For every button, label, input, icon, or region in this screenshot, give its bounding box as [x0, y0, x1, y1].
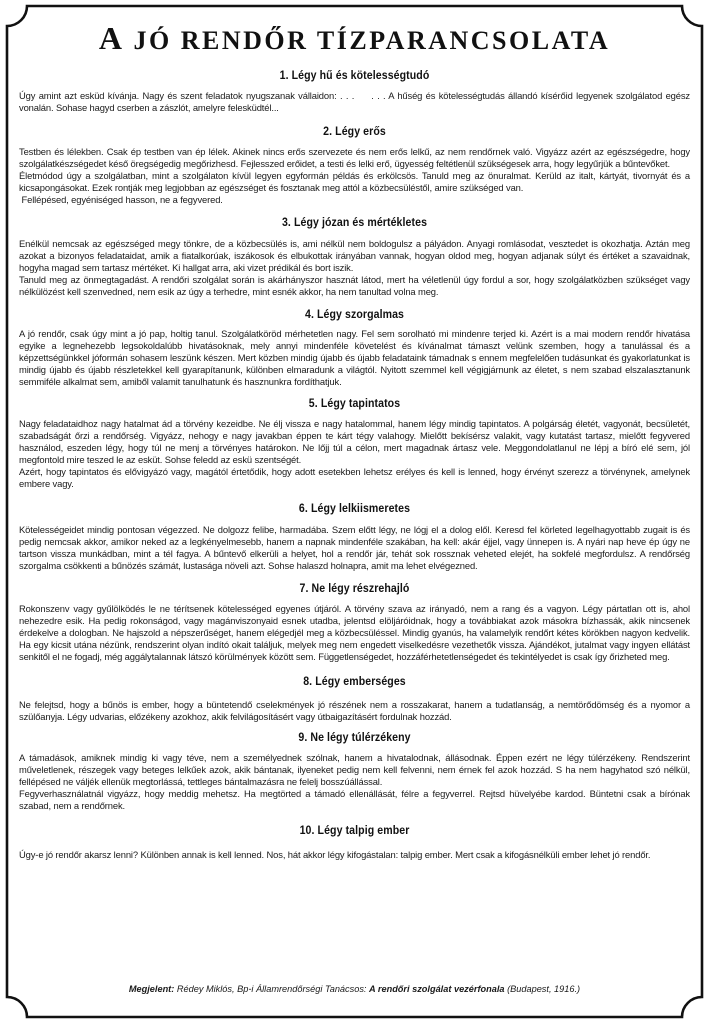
credit-label: Megjelent:	[128, 984, 175, 994]
commandment-section	[19, 674, 693, 723]
commandment-heading: 5. Légy tapintatos	[308, 396, 401, 410]
commandment-paragraph: Úgy-e jó rendőr akarsz lenni? Különben annak is kell lenned. Nos, hát akkor légy kifogástalan: talpig ember. Mert csak a kifogásnélküli ember lehet jó rendőr.	[19, 849, 651, 860]
credit-work-title: A rendőri szolgálat vezérfonala	[369, 984, 505, 994]
commandments-list	[19, 68, 693, 861]
commandment-heading: 4. Légy szorgalmas	[304, 307, 404, 321]
commandment-heading: 7. Ne légy részrehajló	[299, 581, 410, 595]
commandment-heading: 3. Légy józan és mértékletes	[281, 215, 428, 229]
commandment-heading: 8. Légy emberséges	[303, 674, 406, 688]
commandment-paragraph: Nagy feladataidhoz nagy hatalmat ád a törvény kezeidbe. Ne élj vissza e nagy hatalommal, hanem légy mindig tapintatos. A polgárság életét, vagyonát, becsületét, szabadságát őrzi a rendőrség. Vigyázz, nehogy e nagy javakban éppen te kárt tégy valahogy. Mielőtt bekísérsz valakit, vagy kutatást tartasz, mielőtt fegyvered használod, eszeden légy, hogy túl ne menj a törvényes határokon. Ne lőjj túl a célon, mert magadnak ártasz vele. Meggondolatlanul ne lépj a bíró elé sem, jól megfontold mire teszed le az esküt. Sohse feledd az eskü szentségét.	[19, 418, 693, 465]
commandment-paragraph: Életmódod úgy a szolgálatban, mint a szolgálaton kívül legyen egyformán példás és erkölcsös. Tanuld meg az önuralmat. Kerüld az italt, kártyát, tivornyát és a kicsapongásokat. Ezek rontják meg legjobban az egészséget és fosztanak meg attól a közbecsüléstől, amire szükséged van.	[19, 170, 693, 193]
commandment-paragraph: Testben és lélekben. Csak ép testben van ép lélek. Akinek nincs erős szervezete és nem erős lelkű, az nem rendőrnek való. Vigyázz azért az egészségedre, hogy szolgálatkészségedet késő öregségedig megőrizhesd. Fejlesszed erőidet, a testi és lelki erő, ügyesség feltétlenül szükségesek arra, hogy legyűrjük a bűntevőket.	[19, 146, 693, 169]
document-title	[19, 18, 690, 58]
commandment-heading: 10. Légy talpig ember	[299, 823, 410, 837]
commandment-section	[19, 501, 693, 572]
commandment-section	[19, 396, 693, 490]
commandment-heading: 6. Légy lelkiismeretes	[298, 501, 411, 515]
commandment-section	[19, 823, 690, 861]
commandment-section	[19, 307, 693, 388]
commandment-paragraph: Úgy amint azt esküd kívánja. Nagy és szent feladatok nyugszanak vállaidon: . . . . . . A hűség és kötelességtudás állandó kísérőid legyenek szolgálatod egész vonalán. Sohase hagyd cserben a zászlót, amelyre felesküdtél...	[19, 90, 693, 113]
credit-place-year: (Budapest, 1916.)	[504, 984, 581, 994]
commandment-paragraph: Azért, hogy tapintatos és elővigyázó vagy, magától értetődik, hogy adott esetekben lehetsz erélyes és kell is lenned, hogy érvényt szerezz a törvénynek, amelynek embere vagy.	[19, 466, 693, 489]
publication-credit	[0, 984, 709, 994]
commandment-paragraph: A támadások, amiknek mindig ki vagy téve, nem a személyednek szólnak, hanem a hivatalodnak, állásodnak. Éppen ezért ne légy túlérzékeny. Rendszerint műveletlenek, részegek vagy beteges lelkűek azok, akik bántanak, ilyeneket pedig nem kell felvenni, nem érnek fel azok hozzád. S ha nem hagyhatod szó nélkül, fellépésed ne váljék ellenük megtorlássá, tettleges bántalmazásra ne felelj bosszúállással.	[19, 752, 693, 787]
commandment-section	[19, 215, 693, 298]
credit-author: Rédey Miklós, Bp-i Államrendőrségi Tanácsos:	[174, 984, 370, 994]
commandment-paragraph: Rokonszenv vagy gyűlölködés le ne térítsenek kötelességed egyenes útjáról. A törvény szava az irányadó, nem a rang és a vagyon. Légy pártatlan ott is, ahol nehezedre esik. Ha pedig rokonságod, vagy magánviszonyaid esnek utadba, jelentsd elöljáróidnak, hogy a továbbiakat azok másokra bízhassák, akik nincsenek érdekelve a dologban. Ne hajszold a népszerűséget, hanem elégedjél meg a közbecsüléssel. Mindig gyanús, ha valamelyik rendőrt kétes körökben nagyon kedvelik. Ha egy kicsit utána nézünk, rendszerint olyan indító okait találjuk, melyek meg nem engedett viselkedésre vezethetők vissza. Ajándékot, jutalmat vagy ingyen ellátást senkitől el ne fogadj, még aggálytalannak látszó körülmények között sem. Függetlenségedet, hozzáférhetetlenségedet és tekintélyedet is csak így őrizheted meg.	[19, 603, 693, 662]
commandment-section	[19, 68, 693, 114]
commandment-section	[19, 581, 693, 663]
commandment-paragraph: Ne felejtsd, hogy a bűnös is ember, hogy a büntetendő cselekmények jó részének nem a rosszakarat, hanem a tudatlanság, a nemtörődömség és a nyomor a szülőanyja. Légy udvarias, előzékeny azokhoz, akik felvilágosításért vagy útbaigazításért fordulnak hozzád.	[19, 699, 693, 722]
commandment-paragraph: Tanuld meg az önmegtagadást. A rendőri szolgálat során is akárhányszor hasznát látod, mert ha véletlenül úgy fordul a sor, hogy szolgálatközben szükséget vagy nélkülözést kell szenvedned, nem esik az úgy a terhedre, mint esnék akkor, ha nem tanultad volna meg.	[19, 274, 693, 297]
commandment-section	[19, 730, 693, 812]
commandment-section	[19, 124, 693, 206]
commandment-heading: 9. Ne légy túlérzékeny	[298, 730, 411, 744]
title-text: JÓ RENDŐR TÍZPARANCSOLATA	[124, 26, 611, 55]
commandment-paragraph: Kötelességeidet mindig pontosan végezzed. Ne dolgozz felibe, harmadába. Szem előtt légy, ne lógj el a dolog elől. Keresd fel körleted legelhagyottabb zugait is és pedig nemcsak akkor, amikor neked az a legkényelmesebb, hanem a napnak mindenféle szakában, ha kell: akár éjjel, vagy ünnepen is. A nyári nap heve ép úgy ne tartson vissza munkádban, mint a tél fagya. A bűntevő elkerüli a helyet, hol a rendőr jár, tehát sok rossznak veheted elejét, ha sokfelé megfordulsz. A rendőrség szorgalma csökkenti a bűnözés számát, lustasága növeli azt. Sohse halaszd holnapra, amit ma lehet elvégezned.	[19, 524, 693, 571]
commandment-paragraph: A jó rendőr, csak úgy mint a jó pap, holtig tanul. Szolgálatköröd mérhetetlen nagy. Fel sem sorolható mi mindenre terjed ki. Azért is a mai modern rendőr hivatása egyike a legnehezebb legsokoldalúbb hivatásoknak, mely annyi mindenféle követelést és kívánalmat támaszt velünk szemben, hogy a tanulással és a képzettségünkkel jóformán sohasem leszünk készen. Mert közben mindig újabb és újabb feladataink támadnak s ennem megfelelően tudásunkat és gyakorlatunkat is mindig újabb és újabb részletekkel kell gyarapítanunk, különben elmaradunk a világtól. Nyitott szemmel kell végigjárnunk az életet, s nem szabad elszalasztanunk semmiféle alkalmat sem, amiből valamit tanulhatunk és hasznunkra fordíthatjuk.	[19, 328, 693, 387]
commandment-paragraph: Enélkül nemcsak az egészséged megy tönkre, de a közbecsülés is, ami nélkül nem boldogulsz a pályádon. Anyagi romlásodat, vesztedet is okozhatja. Aztán meg azokat a bizonyos feladataidat, amik a fiatalkorúak, iszákosok és elbukottak irányában vannak, hogyan oldod meg, hogyan adjanak súlyt és értéket a szavaidnak, hogyha magad sem tartasz mértéket. Ki hallgat arra, aki vizet prédikál és bort iszik.	[19, 238, 693, 273]
commandment-paragraph: Fellépésed, egyéniséged hasson, ne a fegyvered.	[19, 194, 223, 205]
commandment-heading: 2. Légy erős	[323, 124, 386, 138]
title-initial: A	[98, 20, 125, 56]
document-body	[19, 12, 693, 861]
commandment-paragraph: Fegyverhasználatnál vigyázz, hogy meddig mehetsz. Ha megtörted a támadó ellenállását, félre a fegyverrel. Rejtsd hüvelyébe kardod. Büntetni csak a bírónak szabad, nem a rendőrnek.	[19, 788, 693, 811]
commandment-heading: 1. Légy hű és kötelességtudó	[279, 68, 430, 82]
